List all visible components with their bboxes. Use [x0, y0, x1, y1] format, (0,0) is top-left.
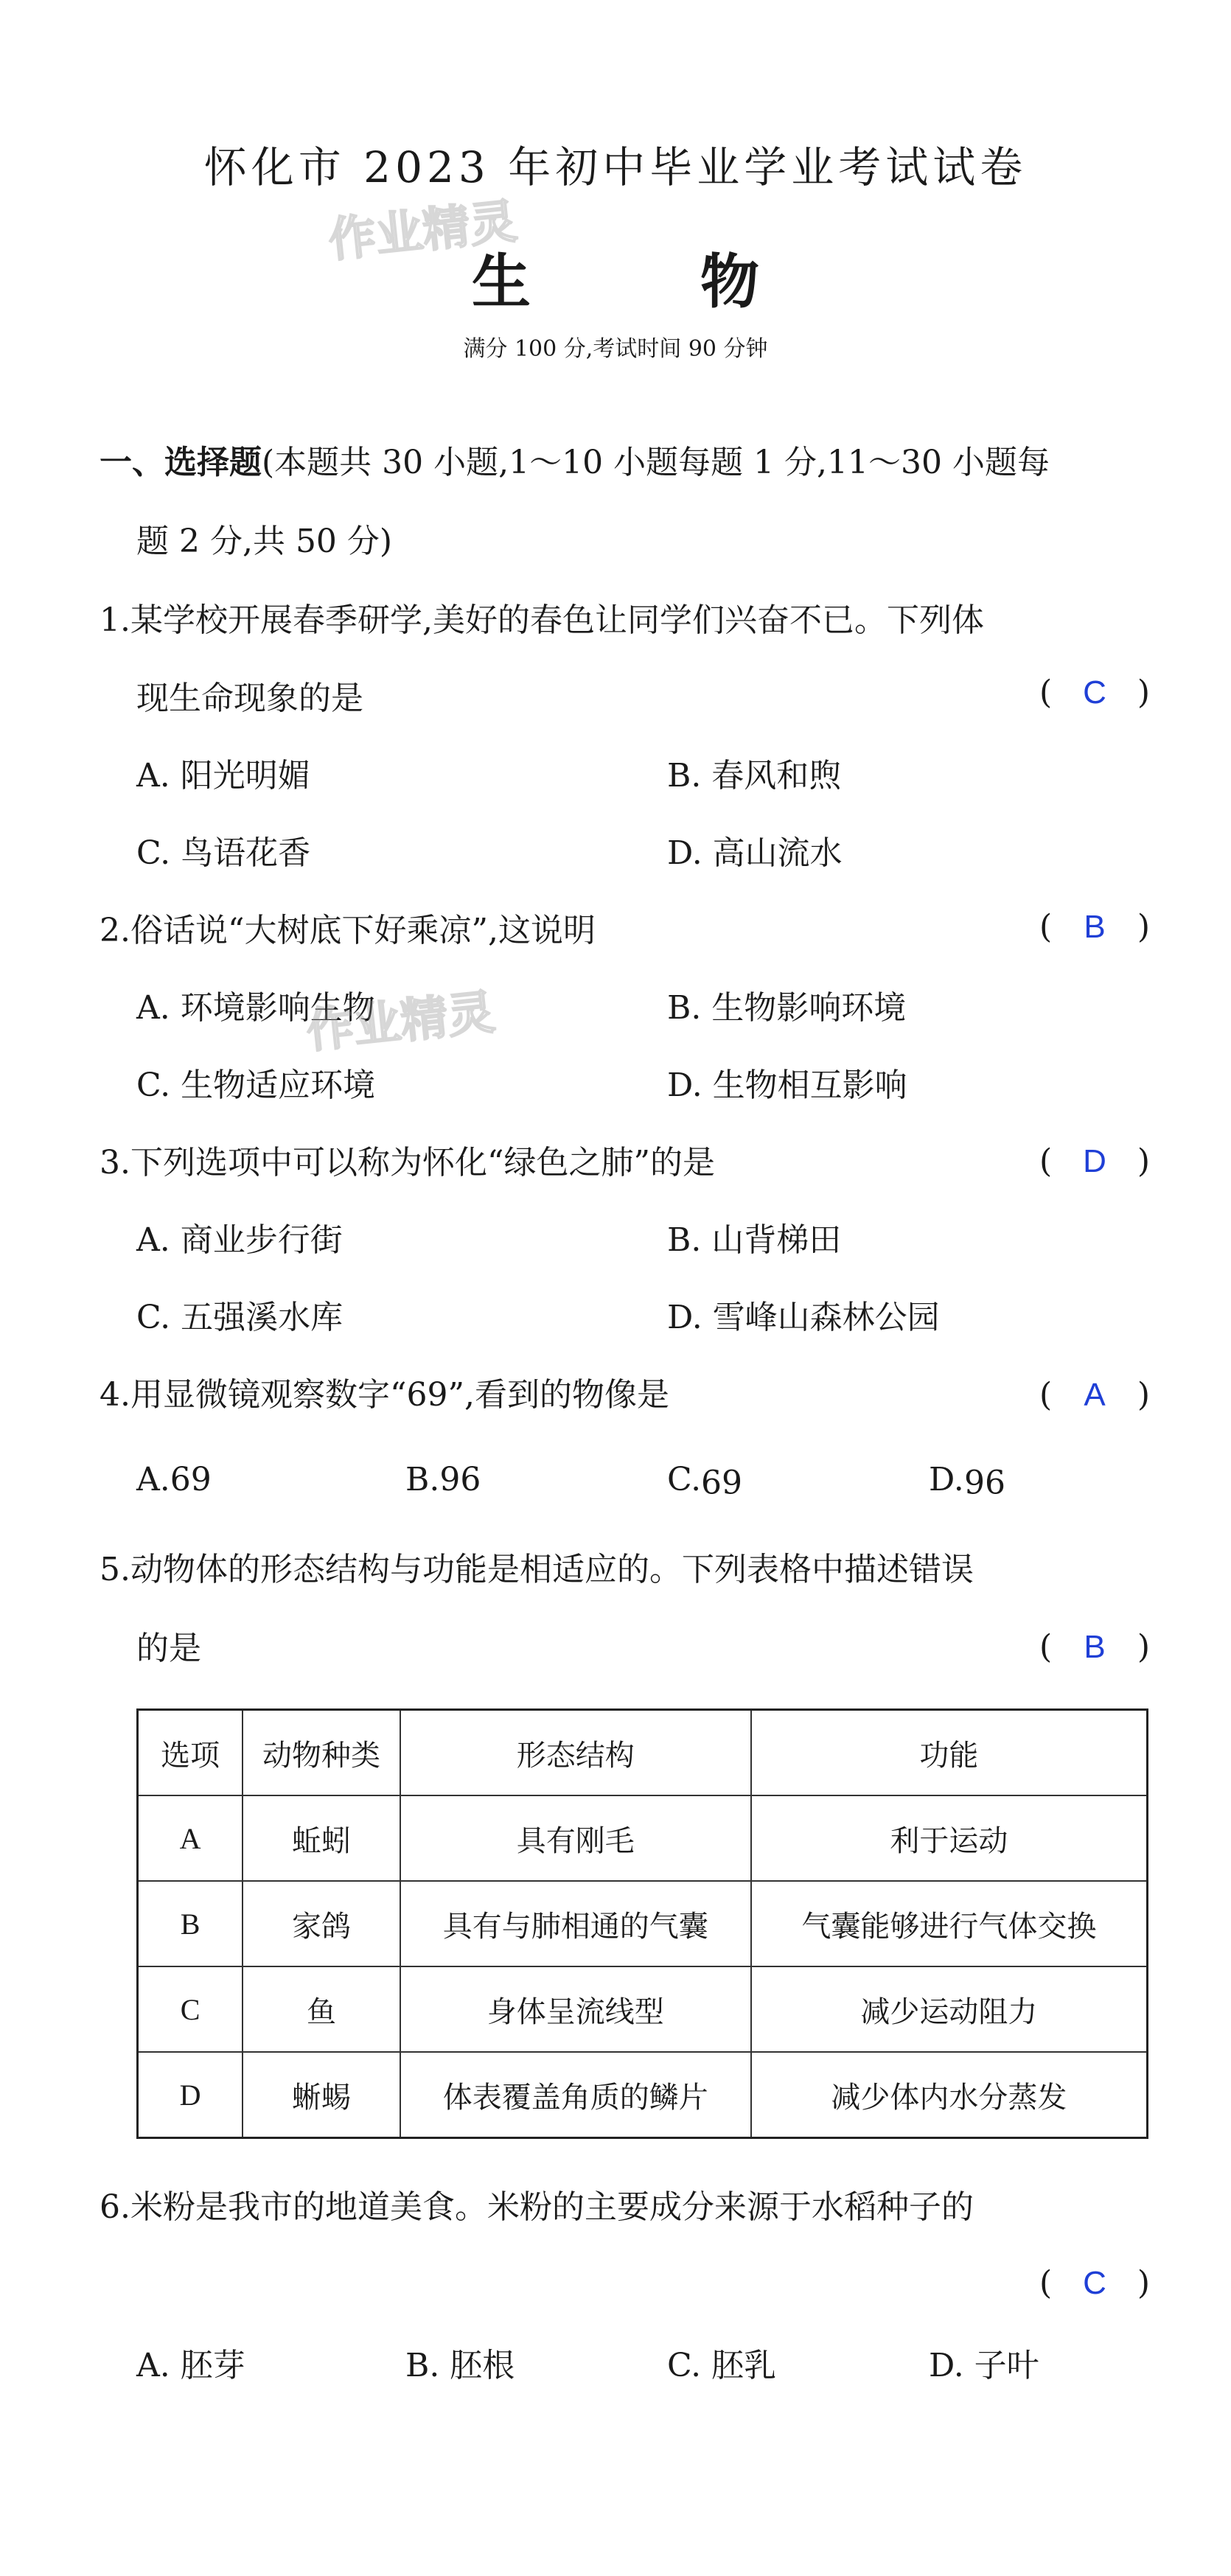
question-1-line1: 1.某学校开展春季研学,美好的春色让同学们兴奋不已。下列体	[100, 601, 984, 639]
question-5-table	[136, 1708, 1148, 2139]
option-prefix: B.	[405, 1461, 440, 1498]
section-desc-line1: (本题共 30 小题,1～10 小题每题 1 分,11～30 小题每	[262, 444, 1050, 481]
answer-paren-open: (	[1039, 2264, 1053, 2302]
question-3-answer	[1039, 1139, 1150, 1184]
section-heading	[100, 441, 1050, 485]
table-header-cell: 功能	[751, 1710, 1148, 1796]
question-6-option-d: D. 子叶	[929, 2347, 1039, 2384]
table-cell: 具有刚毛	[400, 1795, 751, 1881]
subject-char-2: 物	[700, 247, 759, 316]
answer-paren-open: (	[1039, 1628, 1053, 1666]
table-cell: B	[138, 1881, 243, 1966]
question-3-line1: 3.下列选项中可以称为怀化“绿色之肺”的是	[100, 1144, 715, 1181]
table-cell: 蚯蚓	[243, 1795, 400, 1881]
table-row	[138, 2052, 1148, 2138]
question-5-line2: 的是	[136, 1630, 201, 1667]
answer-letter: C	[1083, 2265, 1106, 2301]
option-value-rotated: 96	[963, 1462, 1005, 1499]
watermark-logo: 作业精灵	[304, 985, 498, 1060]
question-2-line1: 2.俗话说“大树底下好乘凉”,这说明	[100, 912, 596, 949]
table-header-cell: 动物种类	[243, 1710, 400, 1796]
question-4-answer	[1039, 1373, 1150, 1417]
exam-meta: 满分 100 分,考试时间 90 分钟	[463, 336, 768, 362]
question-5-line1: 5.动物体的形态结构与功能是相适应的。下列表格中描述错误	[100, 1551, 974, 1588]
table-row	[138, 1881, 1148, 1966]
question-6-option-c: C. 胚乳	[667, 2347, 777, 2384]
question-1-option-a: A. 阳光明媚	[136, 757, 310, 795]
table-cell: 家鸽	[243, 1881, 400, 1966]
table-cell: 蜥蜴	[243, 2052, 400, 2138]
option-value-rotated: 69	[701, 1462, 743, 1499]
table-cell: 减少运动阻力	[751, 1966, 1148, 2052]
answer-paren-close: )	[1137, 1376, 1150, 1414]
answer-paren-close: )	[1137, 1142, 1150, 1180]
exam-title: 怀化市 2023 年初中毕业学业考试试卷	[203, 142, 1028, 192]
answer-letter: D	[1083, 1143, 1106, 1179]
table-cell: 鱼	[243, 1966, 400, 2052]
question-3-option-d: D. 雪峰山森林公园	[667, 1299, 940, 1336]
question-4-line1: 4.用显微镜观察数字“69”,看到的物像是	[100, 1376, 669, 1414]
answer-letter: B	[1084, 1629, 1106, 1665]
question-2-option-b: B. 生物影响环境	[667, 989, 907, 1027]
table-cell: 体表覆盖角质的鳞片	[400, 2052, 751, 2138]
question-6-line1: 6.米粉是我市的地道美食。米粉的主要成分来源于水稻种子的	[100, 2188, 974, 2226]
table-cell: D	[138, 2052, 243, 2138]
question-1-option-b: B. 春风和煦	[667, 757, 842, 795]
table-header-row	[138, 1710, 1148, 1796]
option-prefix: A.	[136, 1461, 170, 1498]
table-cell: 身体呈流线型	[400, 1966, 751, 2052]
question-1-option-c: C. 鸟语花香	[136, 834, 311, 872]
answer-paren-close: )	[1137, 908, 1150, 946]
question-4-option-b	[405, 1458, 481, 1502]
answer-paren-open: (	[1039, 674, 1053, 711]
subject-char-1: 生	[472, 247, 531, 316]
answer-paren-open: (	[1039, 1376, 1053, 1414]
answer-paren-close: )	[1137, 1628, 1150, 1666]
table-cell: 具有与肺相通的气囊	[400, 1881, 751, 1966]
section-label: 一、选择题	[100, 444, 262, 481]
question-6-option-a: A. 胚芽	[136, 2347, 245, 2384]
answer-letter: B	[1084, 909, 1106, 945]
table-row	[138, 1966, 1148, 2052]
answer-paren-open: (	[1039, 1142, 1053, 1180]
question-6-option-b: B. 胚根	[405, 2347, 515, 2384]
question-1-line2: 现生命现象的是	[136, 680, 363, 717]
option-value: 69	[170, 1461, 212, 1498]
question-4-option-d	[929, 1458, 1005, 1502]
question-2-option-a: A. 环境影响生物	[136, 989, 375, 1027]
section-desc-line2: 题 2 分,共 50 分)	[136, 523, 393, 560]
question-3-option-a: A. 商业步行街	[136, 1221, 343, 1259]
option-prefix: C.	[667, 1461, 702, 1498]
question-3-option-c: C. 五强溪水库	[136, 1299, 344, 1336]
subject-title	[0, 234, 1231, 319]
option-value: 96	[439, 1461, 481, 1498]
question-6-answer	[1039, 2261, 1150, 2306]
table-header-cell: 形态结构	[400, 1710, 751, 1796]
answer-paren-close: )	[1137, 674, 1150, 711]
table-cell: 减少体内水分蒸发	[751, 2052, 1148, 2138]
table-cell: C	[138, 1966, 243, 2052]
table-header-cell: 选项	[138, 1710, 243, 1796]
table-cell: A	[138, 1795, 243, 1881]
option-prefix: D.	[929, 1461, 964, 1498]
question-2-option-d: D. 生物相互影响	[667, 1067, 907, 1104]
answer-paren-open: (	[1039, 908, 1053, 946]
table-cell: 利于运动	[751, 1795, 1148, 1881]
question-4-option-c	[667, 1458, 742, 1502]
answer-letter: C	[1083, 674, 1106, 711]
question-2-answer	[1039, 905, 1150, 949]
question-1-option-d: D. 高山流水	[667, 834, 843, 872]
question-1-answer	[1039, 671, 1150, 715]
watermark-logo: 作业精灵	[326, 194, 520, 269]
answer-letter: A	[1084, 1377, 1106, 1413]
question-5-answer	[1039, 1625, 1150, 1669]
question-2-option-c: C. 生物适应环境	[136, 1067, 376, 1104]
question-3-option-b: B. 山背梯田	[667, 1221, 842, 1259]
answer-paren-close: )	[1137, 2264, 1150, 2302]
table-row	[138, 1795, 1148, 1881]
table-cell: 气囊能够进行气体交换	[751, 1881, 1148, 1966]
question-4-option-a	[136, 1458, 212, 1502]
